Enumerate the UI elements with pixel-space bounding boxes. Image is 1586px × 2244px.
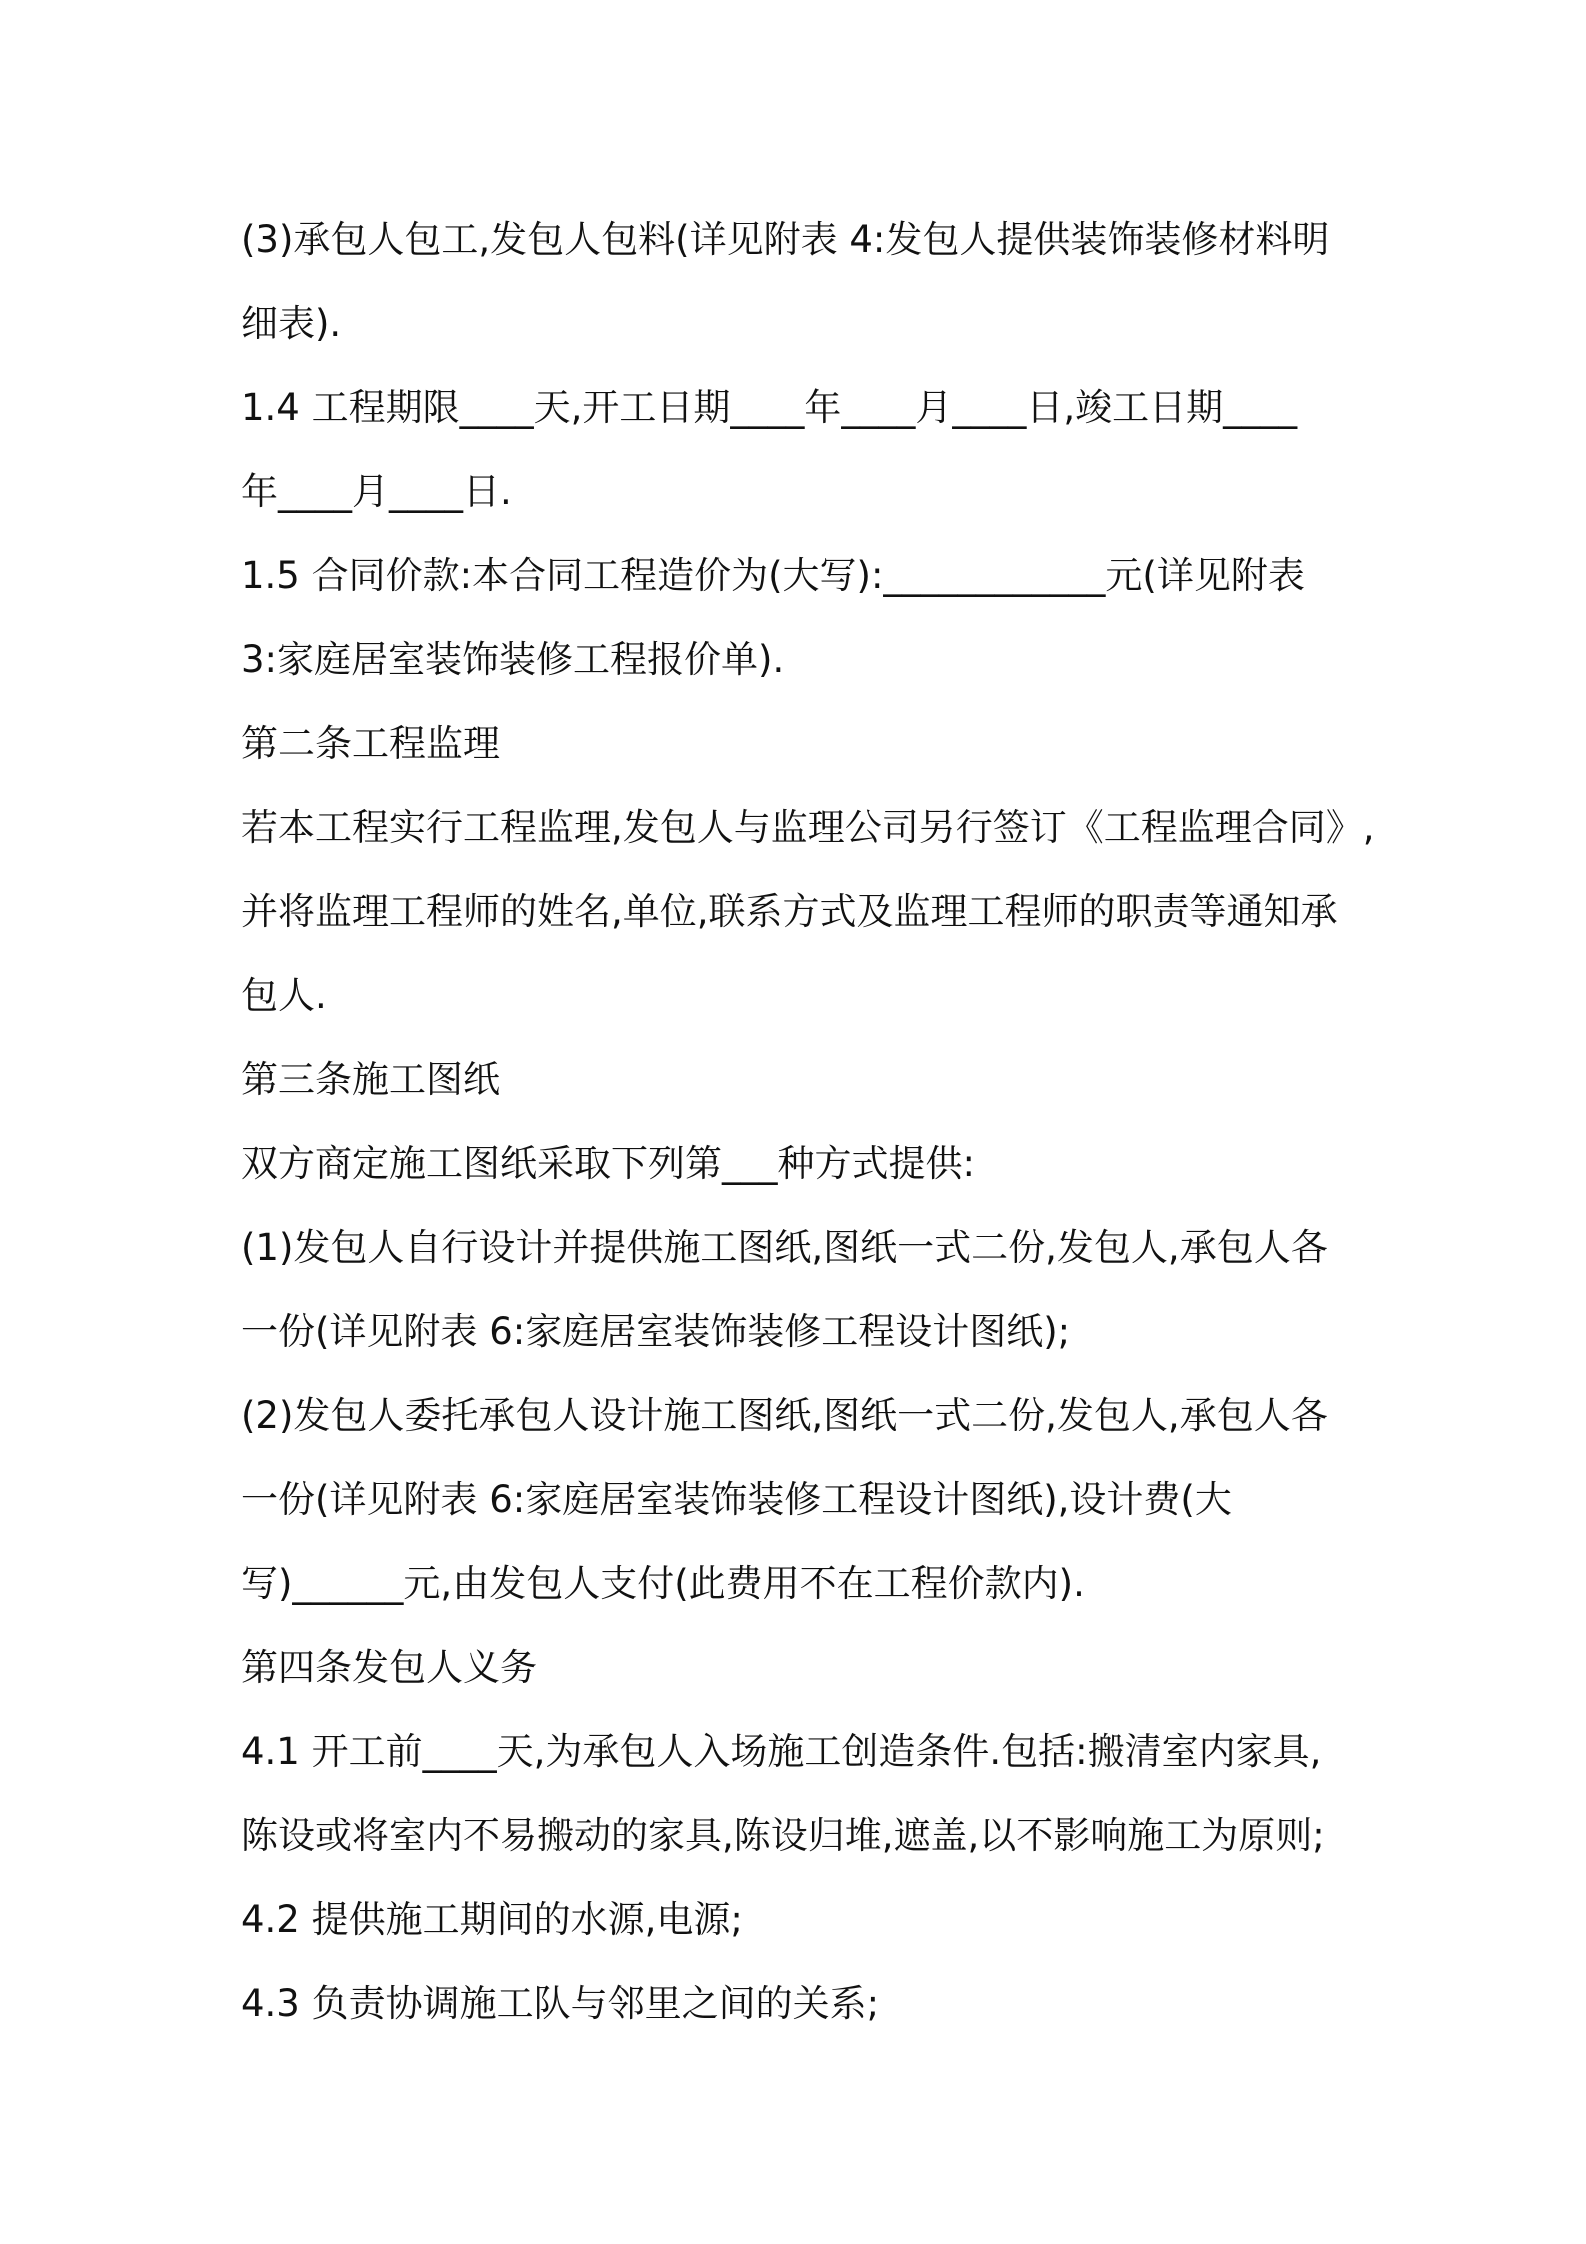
text-line: 3:家庭居室装饰装修工程报价单). — [241, 638, 785, 681]
document-body — [241, 198, 1375, 2046]
section-heading: 第二条工程监理 — [241, 722, 500, 765]
text-line: 写)______元,由发包人支付(此费用不在工程价款内). — [241, 1562, 1085, 1605]
text-line: (3)承包人包工,发包人包料(详见附表 4:发包人提供装饰装修材料明 — [241, 218, 1330, 261]
text-line: 4.2 提供施工期间的水源,电源; — [241, 1898, 743, 1941]
text-line: 一份(详见附表 6:家庭居室装饰装修工程设计图纸),设计费(大 — [241, 1478, 1232, 1521]
text-line: 一份(详见附表 6:家庭居室装饰装修工程设计图纸); — [241, 1310, 1071, 1353]
text-line: 若本工程实行工程监理,发包人与监理公司另行签订《工程监理合同》, — [241, 806, 1375, 849]
text-line: 双方商定施工图纸采取下列第___种方式提供: — [241, 1142, 975, 1185]
section-heading: 第三条施工图纸 — [241, 1058, 500, 1101]
text-line: (2)发包人委托承包人设计施工图纸,图纸一式二份,发包人,承包人各 — [241, 1394, 1328, 1437]
text-line: 4.1 开工前____天,为承包人入场施工创造条件.包括:搬清室内家具, — [241, 1730, 1322, 1773]
text-line: 陈设或将室内不易搬动的家具,陈设归堆,遮盖,以不影响施工为原则; — [241, 1814, 1325, 1857]
text-line: 并将监理工程师的姓名,单位,联系方式及监理工程师的职责等通知承 — [241, 890, 1338, 933]
section-heading: 第四条发包人义务 — [241, 1646, 537, 1689]
text-line: 1.4 工程期限____天,开工日期____年____月____日,竣工日期____ — [241, 386, 1298, 429]
text-line: 年____月____日. — [241, 470, 512, 513]
text-line: 1.5 合同价款:本合同工程造价为(大写):____________元(详见附表 — [241, 554, 1305, 597]
text-line: 包人. — [241, 974, 327, 1017]
text-line: 4.3 负责协调施工队与邻里之间的关系; — [241, 1982, 880, 2025]
text-line: 细表). — [241, 302, 342, 345]
text-line: (1)发包人自行设计并提供施工图纸,图纸一式二份,发包人,承包人各 — [241, 1226, 1328, 1269]
